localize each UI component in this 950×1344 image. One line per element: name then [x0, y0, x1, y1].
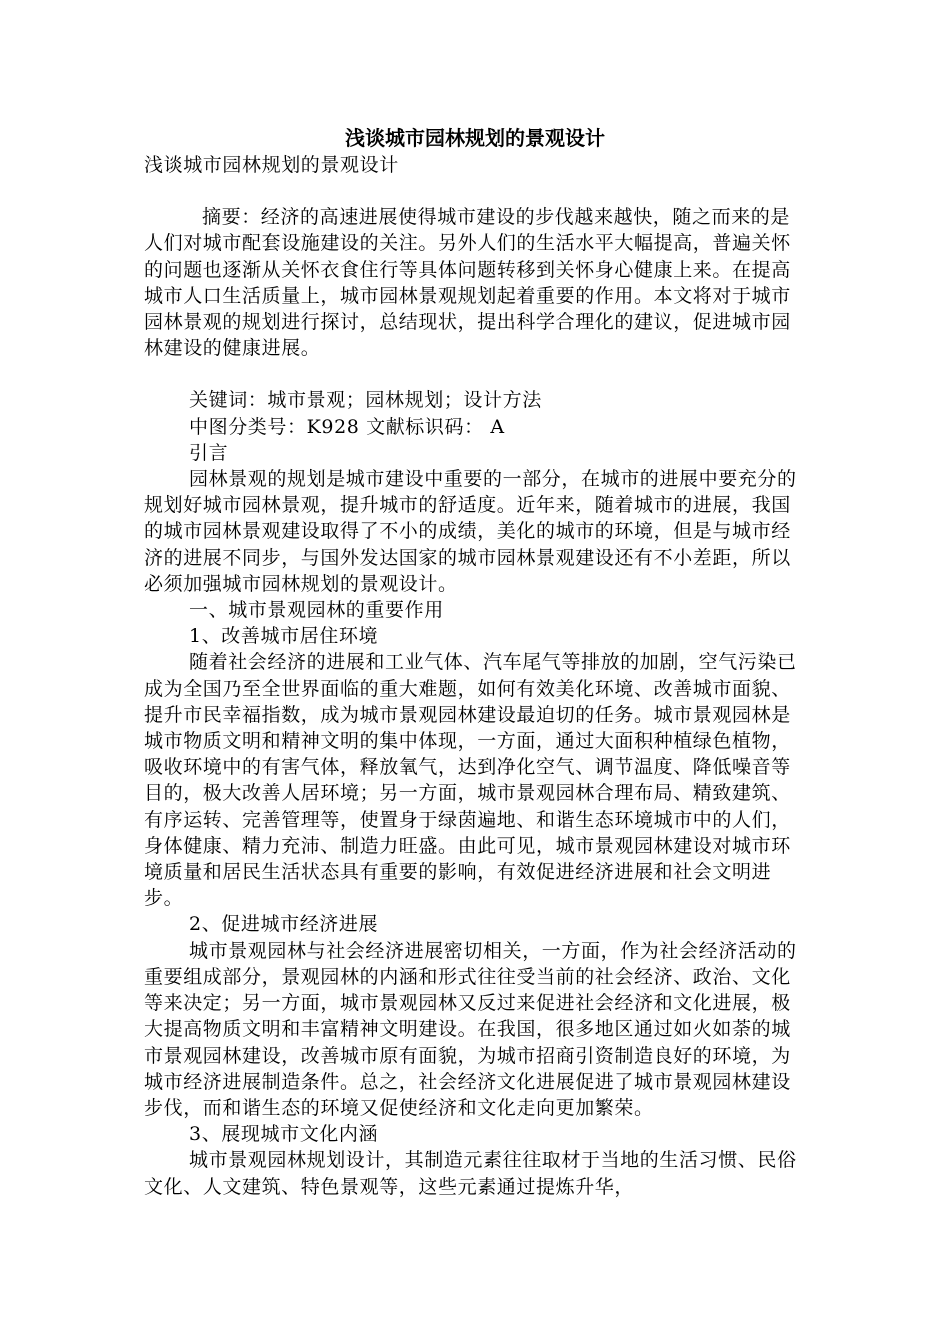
document-subtitle: 浅谈城市园林规划的景观设计 [144, 154, 399, 176]
subsection-3-heading: 3、展现城市文化内涵 [189, 1123, 379, 1146]
subsection-2-paragraph: 城市景观园林与社会经济进展密切相关，一方面，作为社会经济活动的重要组成部分，景观园林的内涵和形式往往受当前的社会经济、政治、文化等来决定；另一方面，城市景观园林又反过来促进社会经济和文化进展，极大提高物质文明和丰富精神文明建设。在我国，很多地区通过如火如荼的城市景观园林建设，改善城市原有面貌，为城市招商引资制造良好的环境，为城市经济进展制造条件。总之，社会经济文化进展促进了城市景观园林建设步伐，而和谐生态的环境又促使经济和文化走向更加繁荣。 [144, 939, 797, 1119]
intro-paragraph: 园林景观的规划是城市建设中重要的一部分，在城市的进展中要充分的规划好城市园林景观，提升城市的舒适度。近年来，随着城市的进展，我国的城市园林景观建设取得了不小的成绩，美化的城市的环境，但是与城市经济的进展不同步，与国外发达国家的城市园林景观建设还有不小差距，所以必须加强城市园林规划的景观设计。 [144, 468, 797, 595]
keywords-line: 关键词：城市景观；园林规划；设计方法 [189, 389, 542, 412]
document-body [144, 152, 806, 1200]
blank-line [144, 361, 806, 387]
document-title: 浅谈城市园林规划的景观设计 [345, 126, 605, 150]
subsection-1-heading: 1、改善城市居住环境 [189, 625, 379, 648]
classification-line: 中图分类号：K928 文献标识码： A [189, 415, 505, 438]
subsection-3-paragraph: 城市景观园林规划设计，其制造元素往往取材于当地的生活习惯、民俗文化、人文建筑、特色景观等，这些元素通过提炼升华， [144, 1149, 797, 1198]
section-1-heading: 一、城市景观园林的重要作用 [189, 599, 444, 622]
blank-line [144, 178, 806, 204]
abstract-paragraph: 摘要：经济的高速进展使得城市建设的步伐越来越快，随之而来的是人们对城市配套设施建设的关注。另外人们的生活水平大幅提高，普遍关怀的问题也逐渐从关怀衣食住行等具体问题转移到关怀身心健康上来。在提高城市人口生活质量上，城市园林景观规划起着重要的作用。本文将对于城市园林景观的规划进行探讨，总结现状，提出科学合理化的建议，促进城市园林建设的健康进展。 [144, 206, 791, 360]
intro-heading: 引言 [189, 441, 229, 464]
subsection-1-paragraph: 随着社会经济的进展和工业气体、汽车尾气等排放的加剧，空气污染已成为全国乃至全世界面临的重大难题，如何有效美化环境、改善城市面貌、提升市民幸福指数，成为城市景观园林建设最迫切的任务。城市景观园林是城市物质文明和精神文明的集中体现，一方面，通过大面积种植绿色植物，吸收环境中的有害气体，释放氧气，达到净化空气、调节温度、降低噪音等目的，极大改善人居环境；另一方面，城市景观园林合理布局、精致建筑、有序运转、完善管理等，使置身于绿茵遍地、和谐生态环境城市中的人们，身体健康、精力充沛、制造力旺盛。由此可见，城市景观园林建设对城市环境质量和居民生活状态具有重要的影响，有效促进经济进展和社会文明进步。 [144, 651, 797, 910]
subsection-2-heading: 2、促进城市经济进展 [189, 913, 379, 936]
